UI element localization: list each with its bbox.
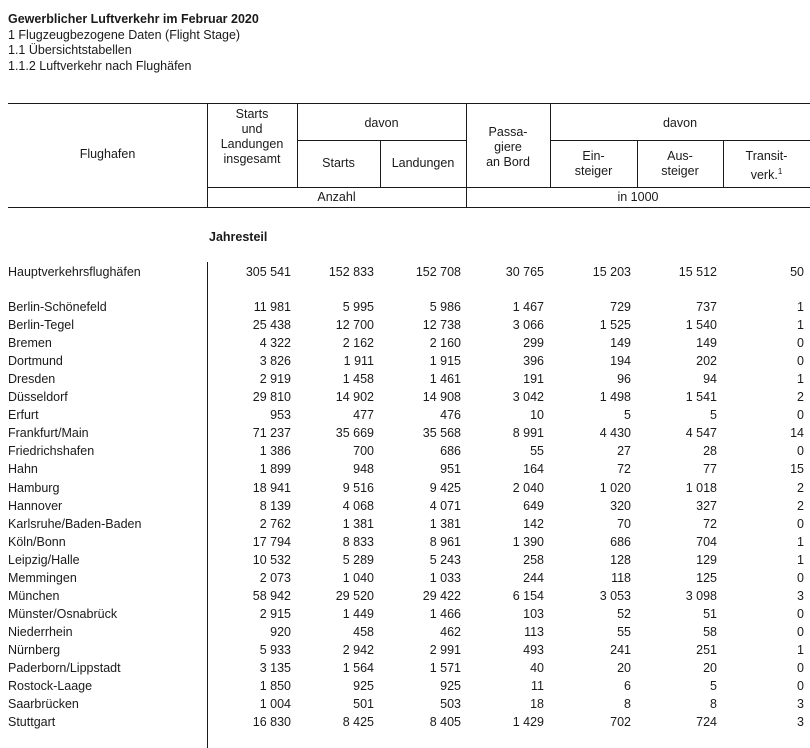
cell-landungen: 5 243 bbox=[429, 552, 461, 567]
cell-passagiere: 10 bbox=[530, 408, 544, 423]
col-header-transit: Transit- verk.$^1$ bbox=[745, 149, 788, 183]
cell-landungen: 152 708 bbox=[415, 265, 461, 279]
cell-passagiere: 8 991 bbox=[512, 426, 544, 441]
col-header-total: Starts und Landungen insgesamt bbox=[220, 107, 284, 166]
cell-einsteiger: 96 bbox=[617, 372, 631, 387]
cell-transit: 2 bbox=[797, 480, 804, 495]
cell-starts-landungen-total: 3 135 bbox=[259, 661, 291, 675]
cell-aussteiger: 5 bbox=[710, 408, 717, 423]
cell-starts-landungen-total: 17 794 bbox=[252, 534, 291, 549]
cell-aussteiger: 58 bbox=[703, 624, 717, 639]
airport-name: Dresden bbox=[8, 372, 56, 387]
cell-einsteiger: 729 bbox=[610, 300, 631, 314]
airport-name: Köln/Bonn bbox=[8, 534, 66, 549]
cell-starts: 1 381 bbox=[342, 516, 374, 531]
cell-passagiere: 18 bbox=[530, 697, 544, 712]
cell-aussteiger: 125 bbox=[696, 570, 717, 585]
cell-landungen: 1 033 bbox=[429, 570, 461, 585]
table-row bbox=[0, 713, 810, 731]
cell-aussteiger: 15 512 bbox=[678, 265, 717, 279]
cell-einsteiger: 6 bbox=[624, 679, 631, 694]
airport-name: Hauptverkehrsflughäfen bbox=[8, 265, 141, 279]
cell-starts: 152 833 bbox=[328, 265, 374, 279]
cell-starts-landungen-total: 2 073 bbox=[259, 570, 291, 585]
cell-aussteiger: 51 bbox=[703, 606, 717, 621]
airport-name: Karlsruhe/Baden-Baden bbox=[8, 516, 142, 531]
cell-starts-landungen-total: 11 981 bbox=[253, 300, 291, 314]
cell-starts-landungen-total: 25 438 bbox=[252, 318, 291, 333]
cell-aussteiger: 77 bbox=[703, 462, 717, 477]
heading-line-1: 1 Flugzeugbezogene Daten (Flight Stage) bbox=[8, 27, 241, 42]
cell-starts-landungen-total: 953 bbox=[270, 408, 291, 423]
cell-transit: 0 bbox=[797, 661, 804, 675]
unit-rule bbox=[207, 187, 810, 188]
cell-landungen: 8 961 bbox=[429, 534, 461, 549]
cell-passagiere: 103 bbox=[523, 606, 544, 621]
cell-passagiere: 396 bbox=[523, 354, 544, 369]
airport-name: Saarbrücken bbox=[8, 697, 79, 712]
col-header-einsteiger: Ein- steiger bbox=[574, 149, 613, 178]
airport-name: Paderborn/Lippstadt bbox=[8, 661, 121, 675]
cell-aussteiger: 94 bbox=[703, 372, 717, 387]
airport-name: Niederrhein bbox=[8, 624, 73, 639]
footnote-marker: 1 bbox=[777, 167, 783, 176]
cell-landungen: 2 991 bbox=[429, 642, 461, 657]
cell-passagiere: 493 bbox=[523, 642, 544, 657]
cell-einsteiger: 686 bbox=[610, 534, 631, 549]
table-row bbox=[0, 659, 810, 677]
cell-starts-landungen-total: 5 933 bbox=[259, 642, 291, 657]
cell-transit: 0 bbox=[797, 516, 804, 531]
cell-landungen: 1 461 bbox=[429, 372, 461, 387]
cell-starts-landungen-total: 920 bbox=[270, 624, 291, 639]
table-row bbox=[0, 298, 810, 316]
cell-aussteiger: 149 bbox=[696, 336, 717, 351]
cell-starts: 1 911 bbox=[343, 354, 374, 369]
table-row bbox=[0, 641, 810, 659]
cell-passagiere: 1 390 bbox=[512, 534, 544, 549]
cell-einsteiger: 52 bbox=[617, 606, 631, 621]
cell-landungen: 35 568 bbox=[422, 426, 461, 441]
cell-landungen: 462 bbox=[440, 624, 461, 639]
cell-transit: 0 bbox=[797, 444, 804, 459]
table-row bbox=[0, 388, 810, 406]
cell-einsteiger: 70 bbox=[617, 516, 631, 531]
cell-passagiere: 113 bbox=[524, 624, 544, 639]
cell-transit: 0 bbox=[797, 606, 804, 621]
cell-landungen: 1 381 bbox=[429, 516, 461, 531]
cell-einsteiger: 1 498 bbox=[599, 390, 631, 405]
airport-name: Berlin-Schönefeld bbox=[8, 300, 107, 314]
cell-transit: 1 bbox=[797, 300, 804, 314]
cell-passagiere: 258 bbox=[523, 552, 544, 567]
cell-passagiere: 3 066 bbox=[512, 318, 544, 333]
cell-starts: 1 449 bbox=[342, 606, 374, 621]
document-title: Gewerblicher Luftverkehr im Februar 2020 bbox=[8, 12, 259, 26]
cell-passagiere: 1 467 bbox=[512, 300, 544, 314]
cell-einsteiger: 8 bbox=[624, 697, 631, 712]
cell-starts: 1 564 bbox=[342, 661, 374, 675]
col-header-davon-2: davon bbox=[662, 116, 698, 130]
table-row bbox=[0, 424, 810, 442]
table-row bbox=[0, 460, 810, 478]
airport-name: Hahn bbox=[8, 462, 38, 477]
davon-rule-2 bbox=[550, 140, 810, 141]
cell-starts: 8 425 bbox=[342, 715, 374, 730]
cell-einsteiger: 128 bbox=[610, 552, 631, 567]
cell-aussteiger: 327 bbox=[696, 498, 717, 513]
airport-name: Hannover bbox=[8, 498, 63, 513]
cell-passagiere: 299 bbox=[523, 336, 544, 351]
cell-aussteiger: 3 098 bbox=[685, 588, 717, 603]
cell-landungen: 12 738 bbox=[422, 318, 461, 333]
cell-einsteiger: 4 430 bbox=[599, 426, 631, 441]
cell-landungen: 9 425 bbox=[429, 480, 461, 495]
cell-transit: 1 bbox=[797, 642, 804, 657]
cell-starts: 925 bbox=[353, 679, 374, 694]
cell-passagiere: 191 bbox=[523, 372, 544, 387]
cell-landungen: 8 405 bbox=[429, 715, 461, 730]
cell-landungen: 14 908 bbox=[422, 390, 461, 405]
cell-starts-landungen-total: 29 810 bbox=[252, 390, 291, 405]
cell-transit: 14 bbox=[790, 426, 804, 441]
cell-passagiere: 164 bbox=[523, 462, 544, 477]
airport-name: Frankfurt/Main bbox=[8, 426, 89, 441]
table-row bbox=[0, 587, 810, 605]
airport-name: Leipzig/Halle bbox=[8, 552, 80, 567]
cell-passagiere: 30 765 bbox=[505, 265, 544, 279]
heading-line-3: 1.1.2 Luftverkehr nach Flughäfen bbox=[8, 58, 192, 73]
cell-landungen: 1 915 bbox=[429, 354, 461, 369]
table-row bbox=[0, 605, 810, 623]
cell-transit: 2 bbox=[797, 390, 804, 405]
cell-aussteiger: 1 541 bbox=[685, 390, 717, 405]
cell-starts-landungen-total: 1 004 bbox=[259, 697, 291, 712]
cell-landungen: 925 bbox=[440, 679, 461, 694]
cell-landungen: 1 571 bbox=[429, 661, 461, 675]
cell-landungen: 4 071 bbox=[429, 498, 461, 513]
cell-einsteiger: 55 bbox=[617, 624, 631, 639]
cell-passagiere: 649 bbox=[523, 498, 544, 513]
cell-starts: 12 700 bbox=[335, 318, 374, 333]
cell-starts-landungen-total: 1 850 bbox=[259, 679, 291, 694]
airport-name: Nürnberg bbox=[8, 642, 61, 657]
table-row bbox=[0, 551, 810, 569]
cell-transit: 0 bbox=[797, 679, 804, 694]
cell-transit: 3 bbox=[797, 697, 804, 712]
airport-name: Memmingen bbox=[8, 570, 77, 585]
cell-starts: 5 289 bbox=[342, 552, 374, 567]
cell-landungen: 951 bbox=[440, 462, 461, 477]
cell-starts: 2 942 bbox=[342, 642, 374, 657]
cell-transit: 0 bbox=[797, 570, 804, 585]
cell-einsteiger: 5 bbox=[624, 408, 631, 423]
cell-einsteiger: 27 bbox=[617, 444, 631, 459]
cell-starts-landungen-total: 18 941 bbox=[252, 480, 291, 495]
cell-landungen: 1 466 bbox=[429, 606, 461, 621]
cell-starts: 1 458 bbox=[342, 372, 374, 387]
cell-aussteiger: 4 547 bbox=[685, 426, 717, 441]
cell-einsteiger: 702 bbox=[610, 715, 631, 730]
cell-einsteiger: 15 203 bbox=[592, 265, 631, 279]
table-row bbox=[0, 515, 810, 533]
cell-starts-landungen-total: 10 532 bbox=[252, 552, 291, 567]
cell-einsteiger: 20 bbox=[617, 661, 631, 675]
cell-starts: 5 995 bbox=[342, 300, 374, 314]
cell-starts-landungen-total: 8 139 bbox=[259, 498, 291, 513]
table-row bbox=[0, 623, 810, 641]
col-header-aussteiger: Aus- steiger bbox=[661, 149, 699, 178]
cell-landungen: 686 bbox=[440, 444, 461, 459]
airport-name: Düsseldorf bbox=[8, 390, 68, 405]
cell-einsteiger: 1 020 bbox=[599, 480, 631, 495]
cell-landungen: 2 160 bbox=[429, 336, 461, 351]
table-row bbox=[0, 442, 810, 460]
cell-starts-landungen-total: 58 942 bbox=[252, 588, 291, 603]
table-row bbox=[0, 263, 810, 281]
cell-starts-landungen-total: 2 919 bbox=[259, 372, 291, 387]
cell-landungen: 503 bbox=[440, 697, 461, 712]
cell-aussteiger: 8 bbox=[710, 697, 717, 712]
cell-starts-landungen-total: 1 386 bbox=[259, 444, 291, 459]
cell-starts: 477 bbox=[353, 408, 374, 423]
cell-aussteiger: 28 bbox=[703, 444, 717, 459]
cell-passagiere: 55 bbox=[530, 444, 544, 459]
cell-aussteiger: 202 bbox=[696, 354, 717, 369]
cell-passagiere: 40 bbox=[530, 661, 544, 675]
cell-aussteiger: 737 bbox=[696, 300, 717, 314]
cell-starts-landungen-total: 4 322 bbox=[259, 336, 291, 351]
table-row bbox=[0, 677, 810, 695]
table-row bbox=[0, 533, 810, 551]
cell-starts: 458 bbox=[353, 624, 374, 639]
cell-einsteiger: 1 525 bbox=[599, 318, 631, 333]
cell-einsteiger: 320 bbox=[610, 498, 631, 513]
cell-aussteiger: 72 bbox=[703, 516, 717, 531]
cell-transit: 1 bbox=[797, 534, 804, 549]
cell-transit: 50 bbox=[790, 265, 804, 279]
cell-passagiere: 1 429 bbox=[512, 715, 544, 730]
airport-name: Berlin-Tegel bbox=[8, 318, 75, 333]
cell-starts: 9 516 bbox=[342, 480, 374, 495]
cell-einsteiger: 149 bbox=[610, 336, 631, 351]
table-row bbox=[0, 352, 810, 370]
cell-transit: 2 bbox=[797, 498, 804, 513]
cell-einsteiger: 241 bbox=[610, 642, 631, 657]
cell-starts: 501 bbox=[353, 697, 374, 712]
cell-landungen: 5 986 bbox=[429, 300, 461, 314]
cell-transit: 0 bbox=[797, 408, 804, 423]
cell-starts-landungen-total: 305 541 bbox=[245, 265, 291, 279]
cell-starts: 4 068 bbox=[342, 498, 374, 513]
cell-transit: 0 bbox=[797, 354, 804, 369]
table-row bbox=[0, 370, 810, 388]
cell-starts: 14 902 bbox=[335, 390, 374, 405]
cell-transit: 0 bbox=[797, 624, 804, 639]
table-row bbox=[0, 569, 810, 587]
cell-starts: 29 520 bbox=[335, 588, 374, 603]
cell-transit: 1 bbox=[797, 552, 804, 567]
cell-starts-landungen-total: 3 826 bbox=[259, 354, 291, 369]
cell-aussteiger: 724 bbox=[696, 715, 717, 730]
cell-aussteiger: 1 540 bbox=[685, 318, 717, 333]
cell-starts-landungen-total: 2 762 bbox=[259, 516, 291, 531]
document-heading bbox=[8, 12, 259, 74]
table-row bbox=[0, 334, 810, 352]
cell-aussteiger: 251 bbox=[696, 642, 717, 657]
cell-starts-landungen-total: 71 237 bbox=[252, 426, 291, 441]
section-label: Jahresteil bbox=[209, 230, 268, 244]
col-header-flughafen: Flughafen bbox=[79, 147, 136, 161]
airport-name: Hamburg bbox=[8, 480, 60, 495]
cell-passagiere: 3 042 bbox=[512, 390, 544, 405]
cell-einsteiger: 3 053 bbox=[599, 588, 631, 603]
airport-name: Dortmund bbox=[8, 354, 63, 369]
cell-einsteiger: 72 bbox=[617, 462, 631, 477]
cell-passagiere: 11 bbox=[531, 679, 544, 694]
col-header-starts: Starts bbox=[322, 156, 355, 170]
cell-passagiere: 142 bbox=[523, 516, 544, 531]
airport-name: Rostock-Laage bbox=[8, 679, 93, 694]
table-row bbox=[0, 695, 810, 713]
cell-landungen: 29 422 bbox=[422, 588, 461, 603]
table-row bbox=[0, 406, 810, 424]
cell-transit: 1 bbox=[797, 318, 804, 333]
cell-transit: 3 bbox=[797, 715, 804, 730]
cell-transit: 15 bbox=[790, 462, 804, 477]
cell-starts: 8 833 bbox=[342, 534, 374, 549]
heading-line-2: 1.1 Übersichtstabellen bbox=[8, 43, 132, 57]
cell-starts: 1 040 bbox=[342, 570, 374, 585]
airport-name: München bbox=[8, 588, 60, 603]
table-row bbox=[0, 497, 810, 515]
cell-passagiere: 2 040 bbox=[512, 480, 544, 495]
cell-starts: 2 162 bbox=[342, 336, 374, 351]
col-header-landungen: Landungen bbox=[391, 156, 455, 170]
cell-einsteiger: 194 bbox=[610, 354, 631, 369]
cell-transit: 1 bbox=[797, 372, 804, 387]
cell-passagiere: 244 bbox=[523, 570, 544, 585]
header-top-rule bbox=[8, 103, 810, 104]
cell-landungen: 476 bbox=[440, 408, 461, 423]
cell-aussteiger: 129 bbox=[696, 552, 717, 567]
col-header-passagiere: Passa- giere an Bord bbox=[486, 125, 530, 169]
header-bottom-rule bbox=[8, 207, 810, 208]
airport-name: Friedrichshafen bbox=[8, 444, 95, 459]
davon-rule-1 bbox=[297, 140, 466, 141]
airport-name: Stuttgart bbox=[8, 715, 56, 730]
airport-name: Münster/Osnabrück bbox=[8, 606, 118, 621]
col-header-davon-1: davon bbox=[364, 116, 399, 130]
cell-starts-landungen-total: 16 830 bbox=[252, 715, 291, 730]
cell-starts: 700 bbox=[353, 444, 374, 459]
cell-aussteiger: 1 018 bbox=[685, 480, 717, 495]
cell-starts-landungen-total: 1 899 bbox=[259, 462, 291, 477]
cell-transit: 0 bbox=[797, 336, 804, 351]
cell-aussteiger: 704 bbox=[696, 534, 717, 549]
table-row bbox=[0, 316, 810, 334]
cell-starts: 948 bbox=[353, 462, 374, 477]
cell-starts: 35 669 bbox=[335, 426, 374, 441]
airport-name: Bremen bbox=[8, 336, 52, 351]
cell-aussteiger: 20 bbox=[703, 661, 717, 675]
cell-starts-landungen-total: 2 915 bbox=[259, 606, 291, 621]
unit-anzahl: Anzahl bbox=[317, 190, 356, 204]
airport-name: Erfurt bbox=[8, 408, 39, 423]
cell-aussteiger: 5 bbox=[710, 679, 717, 694]
unit-in-1000: in 1000 bbox=[617, 190, 659, 204]
cell-passagiere: 6 154 bbox=[512, 588, 544, 603]
cell-transit: 3 bbox=[797, 588, 804, 603]
table-row bbox=[0, 479, 810, 497]
cell-einsteiger: 118 bbox=[611, 570, 631, 585]
